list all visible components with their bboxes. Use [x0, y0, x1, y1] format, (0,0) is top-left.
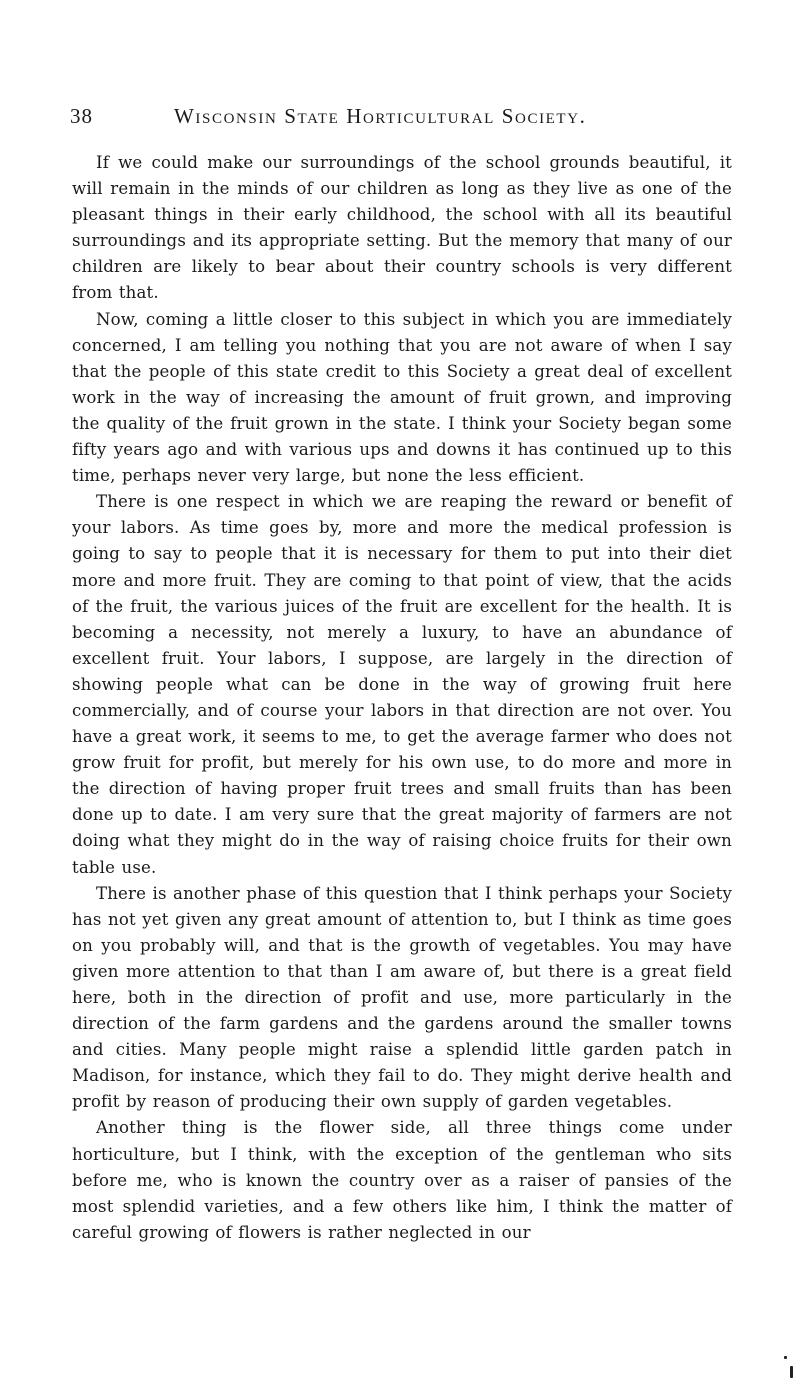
paragraph-fruit-benefit: There is one respect in which we are reaping the reward or benefit of your labors. As time goes by, more and more the medical profession is going to say to people that it is necessary for them to put into their diet more and more fruit. They are coming to that point of view, that the acids of the fruit, the various juices of the fruit are excellent for the health. It is becoming a necessity, not merely a luxury, to have an abundance of excellent fruit. Your labors, I suppose, are largely in the direction of showing people what can be done in the way of growing fruit here commercially, and of course your labors in that direction are not over. You have a great work, it seems to me, to get the average farmer who does not grow fruit for profit, but merely for his own use, to do more and more in the direction of having proper fruit trees and small fruits than has been done up to date. I am very sure that the great majority of farmers are not doing what they might do in the way of raising choice fruits for their own table use. [72, 492, 732, 877]
paragraph-flowers: Another thing is the flower side, all three things come under horticulture, but I think, with the exception of the gentleman who sits before me, who is known the country over as a raiser of pansies of the most splendid varieties, and a few others like him, I think the matter of careful growing of flowers is rather neglected in our [72, 1118, 732, 1242]
scan-corner-mark [790, 1366, 793, 1378]
body-text [72, 150, 732, 1246]
scan-speck-mark [784, 1356, 787, 1359]
paragraph-society-work: Now, coming a little closer to this subject in which you are immediately concerned, I am telling you nothing that you are not aware of when I say that the people of this state credit to this Society a great deal of excellent work in the way of increasing the amount of fruit grown, and improving the quality of the fruit grown in the state. I think your Society began some fifty years ago and with various ups and downs it has continued up to this time, perhaps never very large, but none the less efficient. [72, 309, 732, 486]
page-number: 38 [70, 104, 93, 128]
running-title: Wisconsin State Horticultural Society. [174, 104, 587, 128]
paragraph-school-grounds: If we could make our surroundings of the school grounds beautiful, it will remain in the minds of our children as long as they live as one of the pleasant things in their early childhood, the school with all its beautiful surroundings and its appropriate setting. But the memory that many of our children are likely to bear about their country schools is very different from that. [72, 153, 732, 303]
paragraph-vegetables: There is another phase of this question that I think perhaps your Society has not yet given any great amount of attention to, but I think as time goes on you probably will, and that is the growth of vegetables. You may have given more attention to that than I am aware of, but there is a great field here, both in the direction of profit and use, more particularly in the direction of the farm gardens and the gardens around the smaller towns and cities. Many people might raise a splendid little garden patch in Madison, for instance, which they fail to do. They might derive health and profit by reason of producing their own supply of garden vegetables. [72, 883, 732, 1112]
running-head [70, 104, 730, 134]
